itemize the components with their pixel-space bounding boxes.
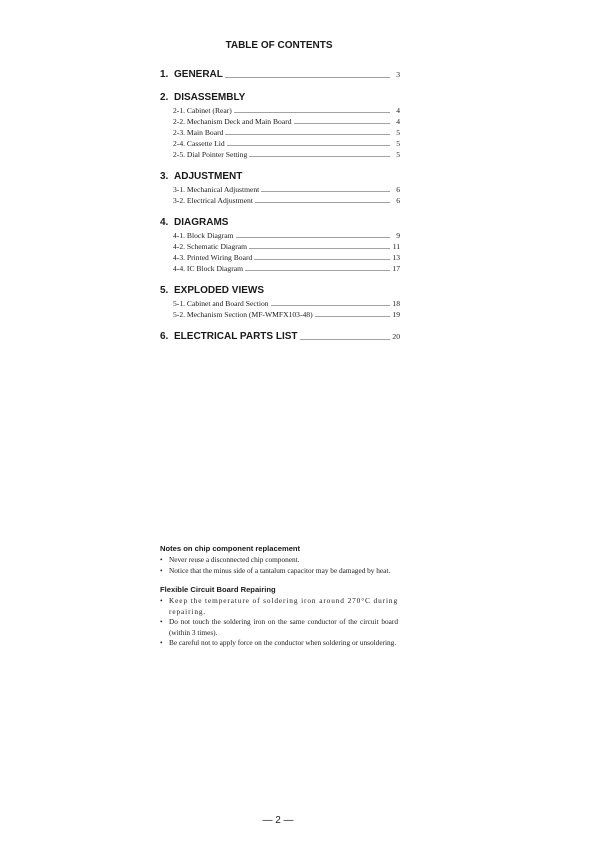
dot-leader bbox=[249, 156, 390, 157]
toc-subsection-label: 3-1. Mechanical Adjustment bbox=[173, 185, 260, 194]
flex-notes-list bbox=[160, 596, 398, 649]
dot-leader bbox=[225, 134, 390, 135]
toc-subsection-label: 4-2. Schematic Diagram bbox=[173, 242, 248, 251]
toc-section-number: 6. bbox=[160, 331, 169, 342]
toc-page-number: 18 bbox=[392, 299, 400, 308]
dot-leader bbox=[234, 112, 390, 113]
toc-section-heading[interactable] bbox=[160, 91, 400, 104]
toc-subsection-row[interactable] bbox=[173, 195, 400, 206]
toc-page-number: 20 bbox=[392, 332, 400, 341]
toc-subsection-list bbox=[160, 184, 400, 206]
toc-subsection-label: 4-1. Block Diagram bbox=[173, 231, 234, 240]
dot-leader bbox=[245, 270, 390, 271]
toc-section-number: 2. bbox=[160, 92, 169, 103]
toc-page-number: 6 bbox=[396, 196, 400, 205]
toc-section bbox=[160, 284, 400, 320]
toc-page-number: 5 bbox=[396, 150, 400, 159]
toc-page-number: 6 bbox=[396, 185, 400, 194]
toc-subsection-row[interactable] bbox=[173, 105, 400, 116]
dot-leader bbox=[271, 305, 390, 306]
toc-section-label: DIAGRAMS bbox=[174, 217, 229, 228]
chip-note-item: • Notice that the minus side of a tantalum capacitor may be damaged by heat. bbox=[160, 566, 398, 577]
toc-section bbox=[160, 170, 400, 206]
toc-section-heading[interactable] bbox=[160, 330, 400, 343]
toc-subsection-label: 5-2. Mechanism Section (MF-WMFX103-48) bbox=[173, 310, 313, 319]
toc-section bbox=[160, 216, 400, 274]
dot-leader bbox=[227, 145, 390, 146]
flex-note-item: • Be careful not to apply force on the conductor when soldering or unsoldering. bbox=[160, 638, 398, 649]
toc-section-number: 4. bbox=[160, 217, 169, 228]
dot-leader bbox=[294, 123, 390, 124]
toc-subsection-label: 5-1. Cabinet and Board Section bbox=[173, 299, 269, 308]
toc-subsection-row[interactable] bbox=[173, 263, 400, 274]
toc-section-label: EXPLODED VIEWS bbox=[174, 285, 265, 296]
toc-section-number: 3. bbox=[160, 171, 169, 182]
page-title: TABLE OF CONTENTS bbox=[225, 40, 333, 51]
toc-subsection-label: 2-5. Dial Pointer Setting bbox=[173, 150, 248, 159]
toc-subsection-label: 2-4. Cassette Lid bbox=[173, 139, 225, 148]
toc-section-heading[interactable] bbox=[160, 170, 400, 183]
flex-note-item: • Do not touch the soldering iron on the same conductor of the circuit board (within 3 times). bbox=[160, 617, 398, 638]
toc-subsection-row[interactable] bbox=[173, 116, 400, 127]
notes-block bbox=[160, 544, 398, 658]
toc-page-number: 17 bbox=[392, 264, 400, 273]
toc-section-label: GENERAL bbox=[174, 69, 223, 80]
toc-subsection-row[interactable] bbox=[173, 241, 400, 252]
flex-notes-heading: Flexible Circuit Board Repairing bbox=[160, 585, 276, 594]
toc-section-label: ADJUSTMENT bbox=[174, 171, 243, 182]
toc-subsection-list bbox=[160, 105, 400, 160]
toc-section bbox=[160, 68, 400, 81]
toc-page-number: 4 bbox=[396, 106, 400, 115]
toc-page-number: 4 bbox=[396, 117, 400, 126]
dot-leader bbox=[300, 339, 390, 340]
toc-page-number: 9 bbox=[396, 231, 400, 240]
toc-subsection-label: 4-3. Printed Wiring Board bbox=[173, 253, 253, 262]
toc-section-label: DISASSEMBLY bbox=[174, 92, 246, 103]
toc-section bbox=[160, 330, 400, 343]
toc-subsection-row[interactable] bbox=[173, 184, 400, 195]
toc-subsection-label: 2-1. Cabinet (Rear) bbox=[173, 106, 232, 115]
toc-page-number: 5 bbox=[396, 139, 400, 148]
toc-subsection-label: 4-4. IC Block Diagram bbox=[173, 264, 244, 273]
toc-page-number: 13 bbox=[392, 253, 400, 262]
toc-subsection-row[interactable] bbox=[173, 298, 400, 309]
chip-notes-list bbox=[160, 555, 398, 576]
toc-subsection-list bbox=[160, 298, 400, 320]
dot-leader bbox=[261, 191, 390, 192]
dot-leader bbox=[315, 316, 390, 317]
dot-leader bbox=[225, 77, 390, 78]
toc-section-number: 1. bbox=[160, 69, 169, 80]
dot-leader bbox=[254, 259, 390, 260]
toc-subsection-row[interactable] bbox=[173, 309, 400, 320]
toc-subsection-label: 2-2. Mechanism Deck and Main Board bbox=[173, 117, 292, 126]
chip-notes-heading: Notes on chip component replacement bbox=[160, 544, 301, 553]
toc-section-heading[interactable] bbox=[160, 284, 400, 297]
flex-note-item: • Keep the temperature of soldering iron around 270°C during repairing. bbox=[160, 596, 398, 617]
dot-leader bbox=[249, 248, 390, 249]
toc-section-label: ELECTRICAL PARTS LIST bbox=[174, 331, 298, 342]
toc-subsection-label: 3-2. Electrical Adjustment bbox=[173, 196, 253, 205]
toc-page-number: 19 bbox=[392, 310, 400, 319]
dot-leader bbox=[255, 202, 390, 203]
toc-page-number: 3 bbox=[396, 70, 400, 79]
toc-section-heading[interactable] bbox=[160, 216, 400, 229]
toc-section-number: 5. bbox=[160, 285, 169, 296]
toc-subsection-row[interactable] bbox=[173, 127, 400, 138]
toc-page-number: 5 bbox=[396, 128, 400, 137]
toc-subsection-list bbox=[160, 230, 400, 274]
toc-subsection-row[interactable] bbox=[173, 252, 400, 263]
toc-subsection-row[interactable] bbox=[173, 230, 400, 241]
page-number: — 2 — bbox=[262, 815, 294, 826]
toc-subsection-label: 2-3. Main Board bbox=[173, 128, 224, 137]
toc-subsection-row[interactable] bbox=[173, 149, 400, 160]
toc-page-number: 11 bbox=[392, 242, 400, 251]
chip-note-item: • Never reuse a disconnected chip component. bbox=[160, 555, 398, 566]
toc-subsection-row[interactable] bbox=[173, 138, 400, 149]
dot-leader bbox=[236, 237, 390, 238]
toc-section bbox=[160, 91, 400, 160]
table-of-contents bbox=[160, 68, 400, 353]
toc-section-heading[interactable] bbox=[160, 68, 400, 81]
